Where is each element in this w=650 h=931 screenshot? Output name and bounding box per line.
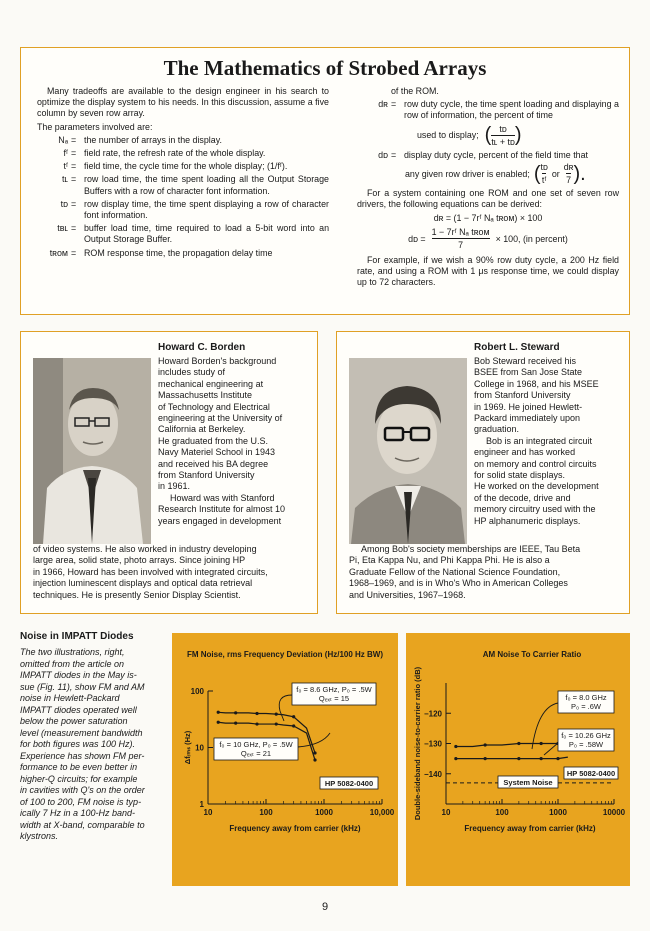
chart-title: AM Noise To Carrier Ratio [482,650,582,659]
eq2-lhs: dᴅ = [408,233,426,244]
def-text: row display time, the time spent displaying a row of character font information. [84,198,329,221]
math-right-column [357,86,619,288]
text-line: Pi, Eta Kappa Nu, and Phi Kappa Phi. He is also a [349,555,550,566]
text-line: large area, solid state, photo arrays. Since joining HP [33,555,246,566]
def-text: buffer load time, time required to load a 5-bit word into an Output Storage Buffer. [84,223,329,245]
data-point [313,751,316,754]
series-label: f₀ = 8.0 GHz [565,693,607,702]
text-line: engineering at the University of [158,413,283,424]
frac-num: 1 − 7rᶠ Nₐ tʀᴏᴍ [431,227,490,238]
text-line: of the decode, drive and [474,492,571,503]
text-line: in 1966, Howard has been involved with integrated circuits, [33,566,268,577]
series-label: Qₑₓₜ = 15 [318,694,350,703]
text-line: graduation. [474,424,520,435]
text-line: BSEE from San Jose State [474,367,583,378]
def-text: field time, the cycle time for the whole display; (1/fᶠ). [84,161,288,172]
series-label: f₀ = 8.6 GHz, P₀ = .5W [296,685,372,694]
data-point [517,742,520,745]
borden-text-right [158,356,314,527]
def-symbol: tᴅ [60,198,68,209]
page-number: 9 [321,901,329,913]
math-left-column [37,86,329,259]
def-symbol: dʀ [378,99,388,110]
x-tick-label: 1000 [549,808,567,817]
eq2-fraction [432,227,490,251]
y-tick-label: −140 [423,769,442,779]
chart-title: FM Noise, rms Frequency Deviation (Hz/100 Hz BW) [186,650,384,659]
text-line: klystrons. [20,831,59,841]
text-line: width at X-band, comparable to [20,819,145,830]
text-line: higher-Q circuits; for example [20,773,138,784]
params-intro: The parameters involved are: [37,121,153,132]
page-title: The Mathematics of Strobed Arrays [163,56,487,80]
text-line: Howard was with Stanford [170,492,275,503]
portrait-image [33,358,151,544]
def-symbol: tʙʟ [57,223,68,234]
frac-den: tʟ + tᴅ [491,136,515,147]
data-point [540,742,543,745]
data-point [275,722,278,725]
text-line: memory circuitry used with the [474,504,596,515]
text-line: Howard Borden's background [158,356,277,366]
def-text: display duty cycle, percent of the field time that [404,150,589,161]
definition-item [37,223,329,245]
text-line: The two illustrations, right, [20,647,125,657]
frac-den: 7 [432,238,490,251]
equals-sign: = [71,148,77,159]
paren-open: ( [484,124,492,147]
text-line: of Technology and Electrical [158,401,270,412]
borden-photo [33,358,151,544]
definitions-list [37,135,329,259]
text-line: techniques. He is presently Senior Display Scientist. [33,589,241,600]
text-line: IMPATT diodes in the May is- [20,670,137,680]
series-label: System Noise [503,778,553,787]
text-line: omitted from the article on [20,658,125,669]
data-point [292,715,295,718]
data-point [234,722,237,725]
noise-text [20,647,172,843]
frac-den: 7 [566,175,572,186]
borden-name: Howard C. Borden [158,342,246,353]
text-line: below the power saturation [20,716,128,726]
text-line: Massachusetts Institute [158,390,253,401]
definition-item [37,199,329,221]
definition-item [37,135,329,146]
text-line: in 1969. He joined Hewlett- [474,401,583,412]
x-tick-label: 100 [259,808,273,817]
system-paragraph: For a system containing one ROM and one set of seven row drivers, the following equations can be derived: [357,187,619,209]
text-line: engineer and has worked [474,447,576,458]
text-line: noise in Hewlett-Packard [20,693,120,703]
dr-used-row [357,124,619,148]
fm-noise-chart-panel [172,633,398,886]
label-leader-line [532,703,558,749]
eq2-rhs: × 100, (in percent) [495,233,568,244]
text-line: California at Berkeley. [158,424,246,435]
frac-den: tᶠ [541,175,547,186]
equals-sign: = [71,223,77,234]
equals-sign: = [391,150,397,161]
text-line: years engaged in development [158,515,282,526]
def-symbol: dᴅ [378,150,388,161]
series-label: f₀ = 10 GHz, P₀ = .5W [219,740,293,749]
paren-close: ) [514,124,522,147]
text-line: Navy Materiel School in 1943 [158,447,276,458]
paren-open: ( [533,162,541,185]
equals-sign: = [71,174,77,185]
text-line: mechanical engineering at [158,378,264,389]
data-point [217,721,220,724]
y-tick-label: 100 [190,687,204,696]
equals-sign: = [71,134,77,145]
text-line: from Stanford University [158,470,255,481]
def-symbol: tʟ [61,174,68,185]
steward-bio [336,331,630,614]
x-axis-label: Frequency away from carrier (kHz) [464,824,596,833]
definition-item [37,148,329,159]
dd-any-row [357,162,619,186]
noise-section [20,627,630,887]
series-label: P₀ = .58W [568,740,604,749]
series-line [456,744,568,747]
y-axis-label: Double-sideband noise-to-carrier ratio (dB) [413,666,422,821]
series-label: Qₑₓₜ = 21 [240,749,272,758]
frac-num: tᴅ [540,162,548,173]
y-tick-label: 10 [195,743,204,753]
text-line: of 100 to 200, FM noise is typ- [20,796,142,807]
steward-photo [349,358,467,544]
def-text: ROM response time, the propagation delay time [84,247,273,258]
x-tick-label: 100 [495,808,509,817]
equals-sign: = [71,161,77,172]
example-paragraph: For example, if we wish a 90% row duty cycle, a 200 Hz field rate, and using a ROM with 1 μs response time, we could display up to 72 characters. [357,254,619,288]
steward-text-full [349,544,629,601]
equals-sign: = [391,99,397,110]
data-point [255,712,258,715]
frac-num: dʀ [563,162,574,173]
intro-paragraph: Many tradeoffs are available to the design engineer in his search to optimize the display system to his needs. In this discussion, assume a five column by seven row array. [37,86,329,119]
def-symbol: tᶠ [63,161,68,172]
data-point [313,758,316,761]
steward-text-right [474,356,628,527]
x-tick-label: 10000 [602,808,626,817]
def-dd [357,150,619,161]
def-symbol: fᶠ [63,148,68,159]
data-point [454,745,457,748]
y-tick-label: 1 [199,800,204,809]
y-tick-label: −130 [423,739,442,749]
dr-used-text: used to display; [417,130,479,141]
def-dr [357,99,619,121]
am-noise-chart-panel [406,633,630,886]
text-line: in cavities with Q's on the order [20,785,145,795]
text-line: Bob is an integrated circuit [486,435,593,446]
device-label: HP 5082-0400 [324,779,374,788]
data-point [517,757,520,760]
data-point [484,757,487,760]
label-leader-line [544,743,558,755]
data-point [217,711,220,714]
def-text: field rate, the refresh rate of the whole display. [84,148,266,159]
dd-fraction-1 [540,162,547,186]
label-leader-line [298,733,330,747]
text-line: for both figures was 100 Hz). [20,739,136,749]
data-point [454,757,457,760]
x-tick-label: 1000 [315,808,333,817]
x-axis-label: Frequency away from carrier (kHz) [229,824,361,833]
data-point [484,743,487,746]
text-line: Graduate Fellow of the National Science Foundation, [349,566,561,577]
dd-fraction-2 [564,162,574,186]
text-line: Experience has shown FM per- [20,750,145,761]
data-point [255,722,258,725]
text-line: and Universities, 1967–1968. [349,589,466,600]
def-symbol: Nₐ [58,134,68,145]
data-point [556,757,559,760]
data-point [540,757,543,760]
equation-2 [357,227,619,251]
equation-1: dʀ = (1 − 7rᶠ Nₐ tʀᴏᴍ) × 100 [433,213,543,224]
x-tick-label: 10 [441,808,451,817]
text-line: Among Bob's society memberships are IEEE, Tau Beta [361,544,581,554]
fm-noise-chart [172,633,398,886]
text-line: Bob Steward received his [474,356,577,366]
def-text: row load time, the time spent loading all the Output Storage Buffers with a row of character font information. [84,174,329,196]
x-tick-label: 10,000 [369,808,395,817]
text-line: level (measurement bandwidth [20,727,143,738]
text-line: includes study of [158,367,226,378]
text-line: 1968–1969, and is in Who's Who in American Colleges [349,578,568,589]
data-point [292,724,295,727]
borden-bio [20,331,318,614]
definition-item [37,248,329,259]
series-label: f₀ = 10.26 GHz [561,731,611,740]
portrait-image [349,358,467,544]
dd-any-text: any given row driver is enabled; [405,168,530,179]
text-line: College in 1968, and his MSEE [474,378,599,389]
text-line: for solid state displays. [474,470,566,481]
label-leader-line [279,695,292,721]
text-line: Research Institute for almost 10 [158,504,286,515]
am-noise-chart [406,633,630,886]
text-line: Packard immediately upon [474,413,581,424]
text-line: He worked on the development [474,481,599,492]
text-line: ically 7 Hz in a 100-Hz band- [20,808,136,818]
text-line: in 1961. [158,481,191,492]
equals-sign: = [71,247,77,258]
text-line: HP alphanumeric displays. [474,515,581,526]
def-text: the number of arrays in the display. [84,134,222,145]
text-line: on memory and control circuits [474,458,597,469]
text-line: formance to be even better in [20,762,138,772]
text-line: IMPATT diodes operated well [20,704,137,715]
noise-heading: Noise in IMPATT Diodes [20,631,134,642]
text-line: from Stanford University [474,390,571,401]
data-point [275,713,278,716]
y-tick-label: −120 [423,709,442,719]
steward-name: Robert L. Steward [474,342,560,353]
def-symbol: tʀᴏᴍ [49,247,68,258]
math-sidebar [20,47,630,315]
def-text: row duty cycle, the time spent loading and displaying a row of information, the percent of time [404,99,619,121]
rom-continuation: of the ROM. [391,86,439,96]
borden-text-full [33,544,317,601]
data-point [234,711,237,714]
definition-item [37,174,329,196]
frac-num: tᴅ [499,123,507,134]
definition-item [37,161,329,172]
text-line: and received his BA degree [158,458,269,469]
text-line: of video systems. He also worked in industry developing [33,544,257,554]
paren-close: ). [573,162,586,185]
text-line: sue (Fig. 11), show FM and AM [20,681,145,692]
text-line: injection luminescent displays and optical data retrieval [33,578,253,589]
x-tick-label: 10 [203,808,213,817]
dr-fraction [491,124,515,148]
text-line: He graduated from the U.S. [158,435,269,446]
series-label: P₀ = .6W [571,702,601,711]
series-line [456,757,568,759]
device-label: HP 5082-0400 [566,769,616,778]
or-text: or [551,168,560,179]
equals-sign: = [71,198,77,209]
y-axis-label: Δfᵣₘₛ (Hz) [183,730,192,765]
